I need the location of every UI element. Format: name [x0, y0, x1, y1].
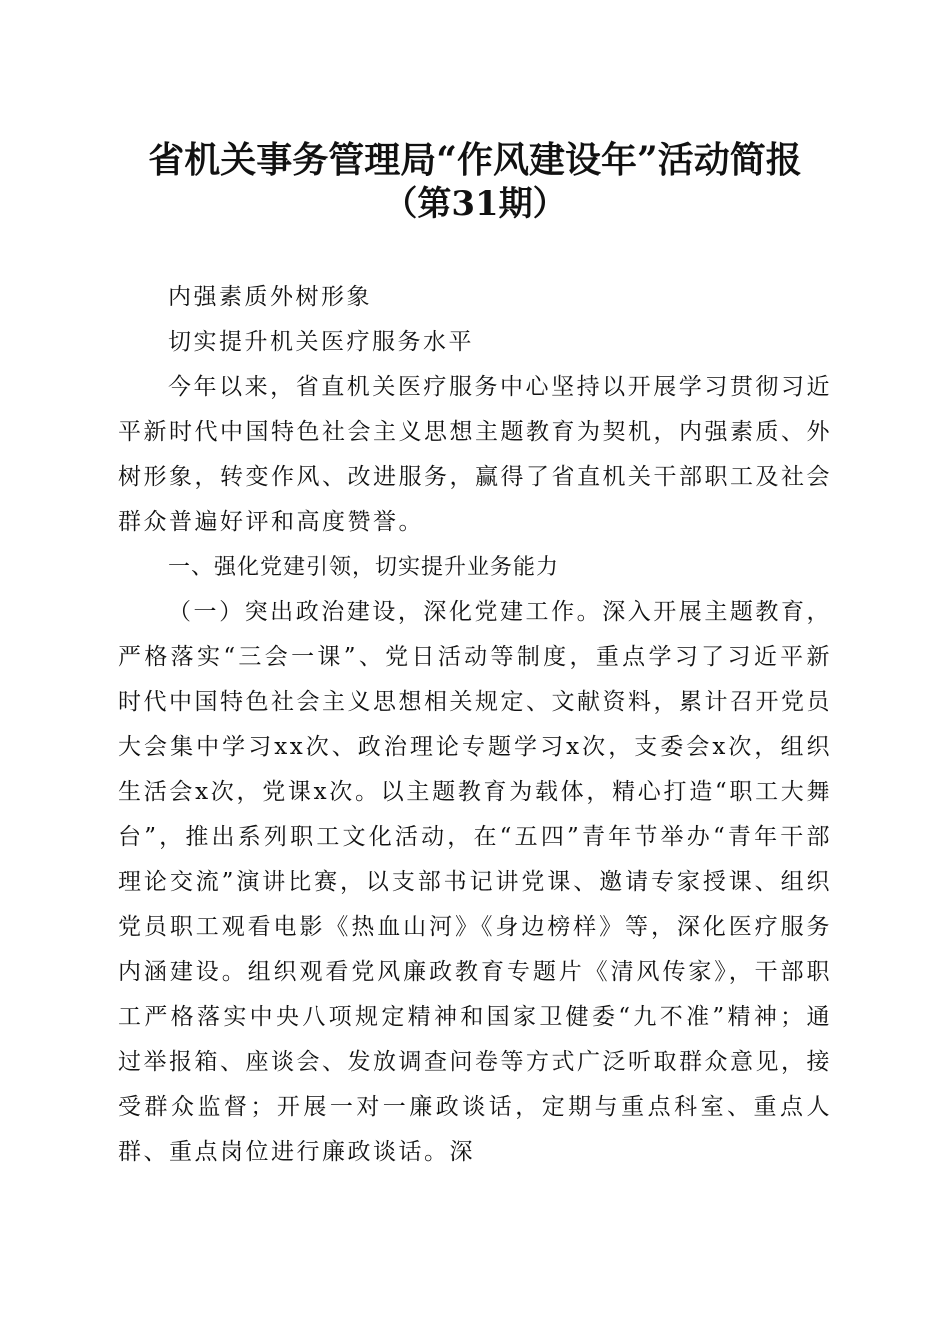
subtitle-line-1: 内强素质外树形象 — [168, 284, 372, 310]
item-body: 深入开展主题教育，严格落实“三会一课”、党日活动等制度，重点学习了习近平新时代中国特色社会主义思想相关规定、文献资料，累计召开党员大会集中学习xx次、政治理论专题学习x次，支委会x次，组织生活会x次，党课x次。以主题教育为载体，精心打造“职工大舞台”，推出系列职工文化活动，在“五四”青年节举办“青年干部理论交流”演讲比赛，以支部书记讲党课、邀请专家授课、组织党员职工观看电影《热血山河》《身边榜样》等，深化医疗服务内涵建设。组织观看党风廉政教育专题片《清风传家》，干部职工严格落实中央八项规定精神和国家卫健委“九不准”精神；通过举报箱、座谈会、发放调查问卷等方式广泛听取群众意见，接受群众监督；开展一对一廉政谈话，定期与重点科室、重点人群、重点岗位进行廉政谈话。深 — [118, 599, 833, 1165]
section-paragraph — [118, 590, 832, 1175]
intro-paragraph: 今年以来，省直机关医疗服务中心坚持以开展学习贯彻习近平新时代中国特色社会主义思想主题教育为契机，内强素质、外树形象，转变作风、改进服务，赢得了省直机关干部职工及社会群众普遍好评和高度赞誉。 — [118, 374, 832, 535]
subtitle-line-2: 切实提升机关医疗服务水平 — [168, 329, 474, 355]
document-title: 省机关事务管理局“作风建设年”活动简报 — [148, 139, 802, 181]
section-heading: 一、强化党建引领，切实提升业务能力 — [168, 555, 560, 580]
item-lead: （一）突出政治建设，深化党建工作。 — [168, 599, 603, 625]
issue-number: （第31期） — [383, 184, 567, 224]
